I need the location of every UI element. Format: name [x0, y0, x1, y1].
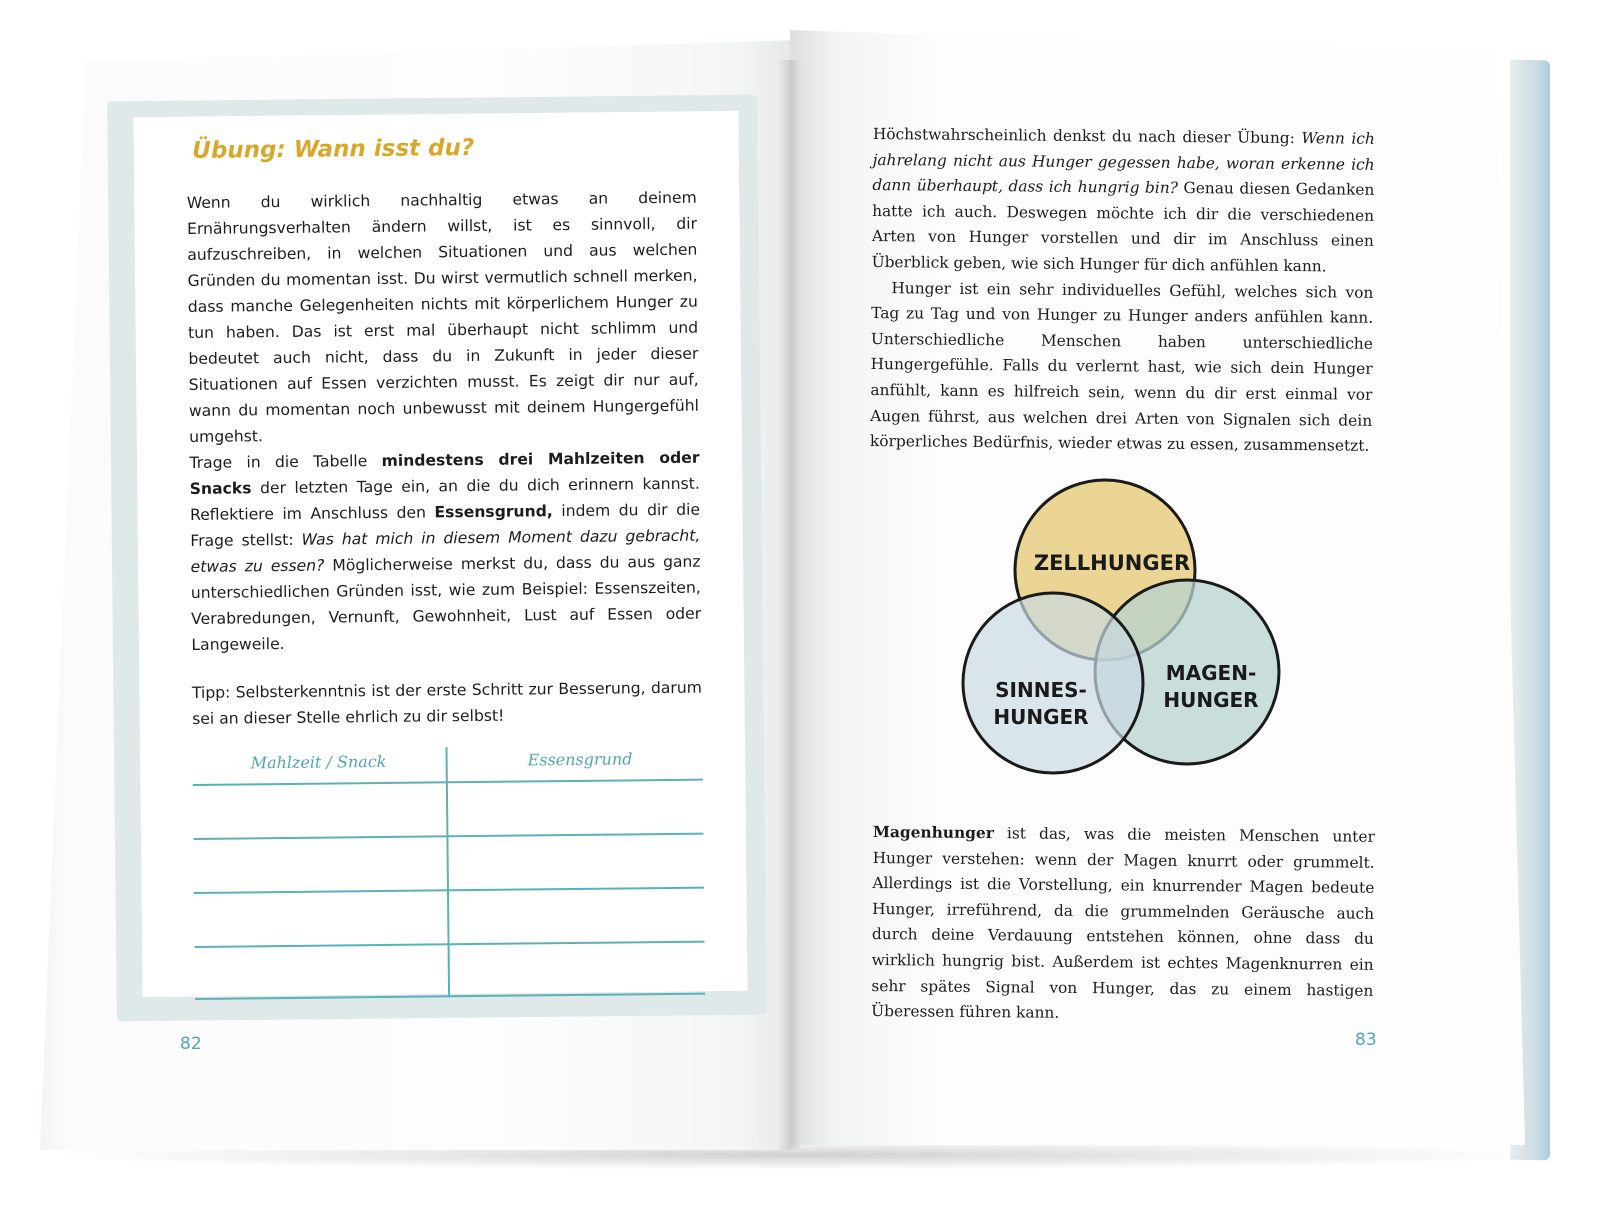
right-page-text — [870, 122, 1375, 460]
exercise-paragraph-2: Trage in die Tabelle mindestens drei Mahlzeiten oder Snacks der letzten Tage ein, an die du dich erinnern kannst. Reflektiere im Anschluss den Essensgrund, indem du dir die Frage stellst: Was hat mich in diesem Moment dazu gebracht, etwas zu essen? Möglicherweise merkst du, dass du aus ganz unterschiedlichen Gründen isst, wie zum Beispiel: Essenszeiten, Verabredungen, Vernunft, Gewohnheit, Lust auf Essen oder Langeweile. — [189, 448, 702, 654]
right-paragraph-2: Hunger ist ein sehr individuelles Gefühl, welches sich von Tag zu Tag und von Hunger zu Hunger anders anfühlen kann. Unterschiedliche Menschen haben unterschiedliche Hungergefühle. Falls du verlernt hast, wie sich dein Hunger anfühlt, kann es hilfreich sein, wenn du dir erst einmal vor Augen führst, aus welchen drei Arten von Signalen sich dein körperliches Bedürfnis, wieder etwas zu essen, zusammensetzt. — [869, 278, 1374, 455]
exercise-paragraph-1: Wenn du wirklich nachhaltig etwas an deinem Ernährungsverhalten ändern willst, ist es sinnvoll, dir aufzuschreiben, in welchen Situationen und aus welchen Gründen du momentan isst. Du wirst vermutlich schnell merken, dass manche Gelegenheiten nichts mit körperlichem Hunger zu tun haben. Das ist erst mal überhaupt nicht schlimm und bedeutet auch nicht, dass du in Zukunft in jeder dieser Situationen auf Essen verzichten musst. Es zeigt dir nur auf, wann du momentan noch unbewusst mit deinem Hungergefühl umgehst. — [186, 188, 700, 446]
right-paragraph-1: Höchstwahrscheinlich denkst du nach dieser Übung: Wenn ich jahrelang nicht aus Hunger gegessen habe, woran erkenne ich dann überhaupt, dass ich hungrig bin? Genau diesen Gedanken hatte ich auch. Deswegen möchte ich dir die verschiedenen Arten von Hunger vorstellen und dir im Anschluss einen Überblick geben, wie sich Hunger für dich anfühlen kann. — [871, 124, 1375, 276]
exercise-table — [192, 745, 705, 1000]
table-column-divider — [445, 747, 450, 997]
page-number-right: 83 — [1355, 1030, 1377, 1050]
exercise-title: Übung: Wann isst du? — [192, 134, 475, 164]
table-header-reason: Essensgrund — [527, 749, 633, 770]
hunger-venn-diagram — [955, 470, 1295, 790]
venn-label-zellhunger: ZELLHUNGER — [1033, 551, 1191, 575]
exercise-tip: Tipp: Selbsterkenntnis ist der erste Schritt zur Besserung, darum sei an dieser Stelle ehrlich zu dir selbst! — [191, 678, 702, 728]
exercise-box — [186, 125, 705, 1000]
book-gutter — [778, 60, 802, 1150]
venn-label-magen-2: HUNGER — [1163, 688, 1259, 712]
table-header-meal: Mahlzeit / Snack — [250, 751, 387, 773]
right-page-text-bottom — [871, 820, 1375, 1030]
venn-label-magen-1: MAGEN- — [1165, 661, 1257, 685]
right-paragraph-3: Magenhunger ist das, was die meisten Menschen unter Hunger verstehen: wenn der Magen knurrt oder grummelt. Allerdings ist die Vorstellung, ein knurrender Magen bedeute Hunger, irreführend, da die grummelnden Geräusche auch durch deine Verdauung entstehen können, ohne dass du wirklich hungrig bist. Außerdem ist echtes Magenknurren ein sehr spätes Signal von Hunger, das zu einem hastigen Überessen führen kann. — [871, 822, 1375, 1022]
venn-label-sinnes-2: HUNGER — [993, 705, 1089, 729]
page-number-left: 82 — [180, 1034, 202, 1054]
venn-label-sinnes-1: SINNES- — [995, 678, 1087, 702]
